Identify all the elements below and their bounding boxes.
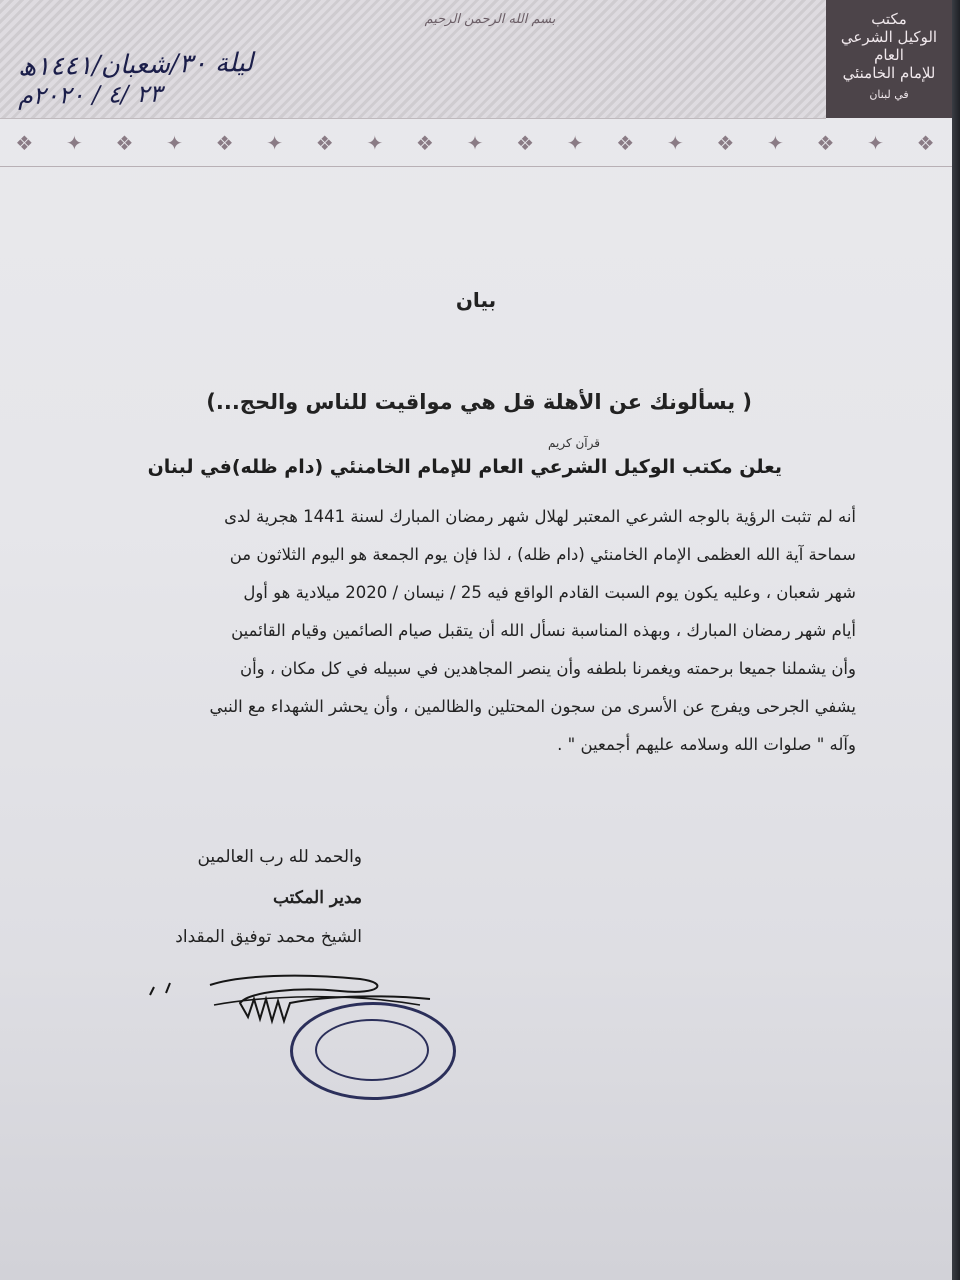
closing-praise: والحمد لله رب العالمين <box>197 847 362 867</box>
ornament-icon: ❖ <box>315 131 336 155</box>
logo-line: في لبنان <box>869 88 909 101</box>
ornament-icon: ✦ <box>666 131 686 155</box>
handwritten-hijri-date: ليلة ٣٠/شعبان/١٤٤١ھ <box>17 48 254 83</box>
ornament-icon: ❖ <box>916 131 937 155</box>
paragraph-line: وآله " صلوات الله وسلامه عليهم أجمعين " . <box>557 735 856 754</box>
paragraph-line: أيام شهر رمضان المبارك ، وبهذه المناسبة نسأل الله أن يتقبل صيام الصائمين وقيام القائمين <box>231 621 856 640</box>
ornament-icon: ✦ <box>767 131 786 155</box>
paragraph-line: سماحة آية الله العظمى الإمام الخامنئي (دام ظله) ، لذا فإن يوم الجمعة هو اليوم الثلاثون من <box>229 545 856 564</box>
verse-source: قرآن كريم <box>548 436 600 450</box>
quran-verse: ( يسألونك عن الأهلة قل هي مواقيت للناس والحج...) <box>206 390 752 414</box>
ornament-icon: ✦ <box>366 131 386 155</box>
ornament-icon: ❖ <box>15 131 36 155</box>
ornament-icon: ✦ <box>266 131 286 155</box>
ornament-icon: ❖ <box>616 131 637 155</box>
official-seal <box>290 1002 456 1100</box>
statement-paragraph <box>116 498 856 764</box>
paragraph-line: وأن يشملنا جميعا برحمته ويغمرنا بلطفه وأن ينصر المجاهدين في سبيله في كل مكان ، وأن <box>239 659 856 678</box>
official-seal-inner-ring <box>315 1019 429 1081</box>
ornament-icon: ❖ <box>516 131 536 155</box>
logo-line: مكتب <box>871 10 907 28</box>
ornament-icon: ✦ <box>466 131 486 155</box>
ornament-icon: ❖ <box>215 131 236 155</box>
ornament-icon: ✦ <box>66 131 85 155</box>
header-band <box>0 0 826 119</box>
paragraph-line: شهر شعبان ، وعليه يكون يوم السبت القادم الواقع فيه 25 / نيسان / 2020 ميلادية هو أول <box>243 583 856 602</box>
closing-role: مدير المكتب <box>272 888 362 908</box>
announcement-heading: يعلن مكتب الوكيل الشرعي العام للإمام الخامنئي (دام ظله)في لبنان <box>147 456 782 478</box>
ornament-icon: ❖ <box>415 131 436 155</box>
handwritten-gregorian-date: ٢٣ /٤ / ٢٠٢٠م <box>17 79 163 111</box>
ornament-icon: ✦ <box>566 131 586 155</box>
closing-name: الشيخ محمد توفيق المقداد <box>175 927 362 947</box>
paragraph-line: يشفي الجرحى ويفرج عن الأسرى من سجون المحتلين والظالمين ، وأن يحشر الشهداء مع النبي <box>209 697 856 716</box>
logo-line: الوكيل الشرعي العام <box>840 28 938 64</box>
ornament-icon: ✦ <box>166 131 185 155</box>
basmala: بسم الله الرحمن الرحيم <box>424 12 556 27</box>
ornament-icon: ❖ <box>716 131 737 155</box>
ornamental-border <box>0 120 952 167</box>
office-logo <box>826 0 952 118</box>
logo-line: للإمام الخامنئي <box>842 64 936 82</box>
document-title: بيان <box>455 288 497 312</box>
ornament-icon: ✦ <box>867 131 886 155</box>
paragraph-line: أنه لم تثبت الرؤية بالوجه الشرعي المعتبر لهلال شهر رمضان المبارك لسنة 1441 هجرية لدى <box>224 507 856 526</box>
page-edge-shadow <box>952 0 960 1280</box>
ornament-icon: ❖ <box>816 131 837 155</box>
ornament-icon: ❖ <box>115 131 136 155</box>
